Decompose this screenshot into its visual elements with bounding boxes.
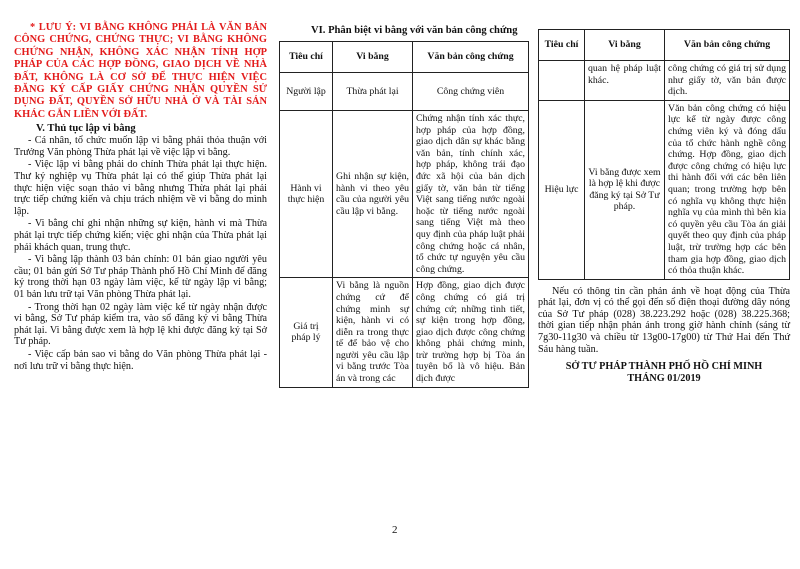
- table-row: [539, 61, 790, 101]
- table-row: [280, 111, 529, 278]
- header-vibang: Vi bằng: [585, 30, 665, 61]
- signature-date: THÁNG 01/2019: [627, 373, 701, 385]
- cell-congchung: công chứng có giá trị sử dụng như giấy tờ, văn bản được dịch.: [665, 61, 790, 101]
- cell-congchung: Công chứng viên: [413, 73, 529, 111]
- cell-criteria: Hành vi thực hiện: [280, 111, 333, 278]
- cell-vibang: Vi bằng được xem là hợp lệ khi được đăng ký tại Sở Tư pháp.: [585, 100, 665, 279]
- cell-vibang: Vi bằng là nguồn chứng cứ để chứng minh sự kiện, hành vi có diễn ra trong thực tế để bảo vệ cho người yêu cầu lập vi bằng trước Tòa án và trong các: [333, 278, 413, 387]
- signature-org: SỞ TƯ PHÁP THÀNH PHỐ HỒ CHÍ MINH: [565, 361, 763, 373]
- page-number: 2: [392, 524, 398, 536]
- paragraph: - Việc cấp bản sao vi bằng do Văn phòng Thừa phát lại - nơi lưu trữ vi bằng thực hiện.: [14, 348, 267, 372]
- cell-congchung: Chứng nhận tính xác thực, hợp pháp của hợp đồng, giao dịch dân sự khác bằng văn bản, tính chính xác, hợp pháp, không trái đạo đức xã hội của bản dịch giấy tờ, văn bản từ tiếng Việt sang tiếng nước ngoài hoặc từ tiếng nước ngoài sang tiếng Việt mà theo quy định của pháp luật phải công chứng hoặc cá nhân, tổ chức tự nguyện yêu cầu công chứng.: [413, 111, 529, 278]
- header-criteria: Tiêu chí: [280, 42, 333, 73]
- cell-criteria: [539, 61, 585, 101]
- contact-info: Nếu có thông tin cần phản ánh về hoạt động của Thừa phát lại, đơn vị có thể gọi đến số điện thoại đường dây nóng của Sở Tư pháp (028) 38.223.292 hoặc (028) 38.225.368; thời gian tiếp nhận phản ánh trong giờ hành chính (sáng từ 7g30-11g30 và chiều từ 13g00-17g00) từ Thứ Hai đến Thứ Sáu hàng tuần.: [538, 285, 790, 355]
- header-congchung: Văn bản công chứng: [413, 42, 529, 73]
- section-heading-procedure: V. Thủ tục lập vi bằng: [36, 123, 136, 135]
- cell-criteria: Hiệu lực: [539, 100, 585, 279]
- column-left: [14, 22, 267, 373]
- header-congchung: Văn bản công chứng: [665, 30, 790, 61]
- cell-vibang: Ghi nhận sự kiện, hành vi theo yêu cầu của người yêu cầu lập vi bằng.: [333, 111, 413, 278]
- comparison-table: [279, 41, 529, 388]
- column-right: [538, 29, 790, 385]
- cell-vibang: quan hệ pháp luật khác.: [585, 61, 665, 101]
- paragraph: - Vi bằng chỉ ghi nhận những sự kiện, hành vi mà Thừa phát lại trực tiếp chứng kiến; việc ghi nhận của Thừa phát lại phải khách quan, trung thực.: [14, 218, 267, 253]
- table-header-row: [539, 30, 790, 61]
- warning-note: * LƯU Ý: VI BẰNG KHÔNG PHẢI LÀ VĂN BẢN CÔNG CHỨNG, CHỨNG THỰC; VI BẰNG KHÔNG CHỨNG NHẬN, KHÔNG XÁC NHẬN TÍNH HỢP PHÁP CỦA CÁC HỢP ĐỒNG, GIAO DỊCH VỀ NHÀ ĐẤT, KHÔNG LÀ CƠ SỞ ĐỂ THỰC HIỆN VIỆC ĐĂNG KÝ CẤP GIẤY CHỨNG NHẬN QUYỀN SỬ DỤNG ĐẤT, QUYỀN SỞ HỮU NHÀ Ở VÀ TÀI SẢN KHÁC GẮN LIỀN VỚI ĐẤT.: [14, 22, 267, 120]
- paragraph: - Cá nhân, tổ chức muốn lập vi bằng phải thỏa thuận với Trưởng Văn phòng Thừa phát lại về việc lập vi bằng.: [14, 135, 267, 158]
- table-row: [280, 278, 529, 387]
- section-heading-comparison: VI. Phân biệt vi bằng với văn bản công chứng: [311, 25, 518, 36]
- header-vibang: Vi bằng: [333, 42, 413, 73]
- table-row: [539, 100, 790, 279]
- cell-vibang: Thừa phát lại: [333, 73, 413, 111]
- paragraph: - Vi bằng lập thành 03 bản chính: 01 bản giao người yêu cầu; 01 bản gửi Sở Tư pháp Thành phố Hồ Chí Minh để đăng ký trong thời hạn 03 ngày làm việc, kể từ ngày lập vi bằng; 01 bản lưu trữ tại Văn phòng Thừa phát lại.: [14, 254, 267, 300]
- cell-congchung: Hợp đồng, giao dịch được công chứng có giá trị chứng cứ; những tình tiết, sự kiện trong hợp đồng, giao dịch được công chứng không phải chứng minh, trừ trường hợp bị Tòa án tuyên bố là vô hiệu. Bản dịch được: [413, 278, 529, 387]
- header-criteria: Tiêu chí: [539, 30, 585, 61]
- cell-criteria: Người lập: [280, 73, 333, 111]
- table-header-row: [280, 42, 529, 73]
- cell-congchung: Văn bản công chứng có hiệu lực kể từ ngày được công chứng viên ký và đóng dấu của tổ chức hành nghề công chứng. Hợp đồng, giao dịch được công chứng có hiệu lực thi hành đối với các bên liên quan; trong trường hợp bên có nghĩa vụ không thực hiện nghĩa vụ của mình thì bên kia có quyền yêu cầu Tòa án giải quyết theo quy định của pháp luật, trừ trường hợp các bên tham gia hợp đồng, giao dịch có thỏa thuận khác.: [665, 100, 790, 279]
- comparison-table-continued: [538, 29, 790, 280]
- cell-criteria: Giá trị pháp lý: [280, 278, 333, 387]
- paragraph: - Trong thời hạn 02 ngày làm việc kể từ ngày nhận được vi bằng, Sở Tư pháp kiểm tra, vào sổ đăng ký vi bằng Thừa phát lại. Vi bằng được xem là hợp lệ khi được đăng ký tại Sở Tư pháp.: [14, 301, 267, 348]
- column-middle: [279, 24, 529, 388]
- paragraph: - Việc lập vi bằng phải do chính Thừa phát lại thực hiện. Thư ký nghiệp vụ Thừa phát lại có thể giúp Thừa phát lại thực hiện việc soạn thảo vi bằng nhưng Thừa phát lại phải trực tiếp chứng kiến và chịu trách nhiệm về vi bằng do mình lập.: [14, 159, 267, 217]
- table-row: [280, 73, 529, 111]
